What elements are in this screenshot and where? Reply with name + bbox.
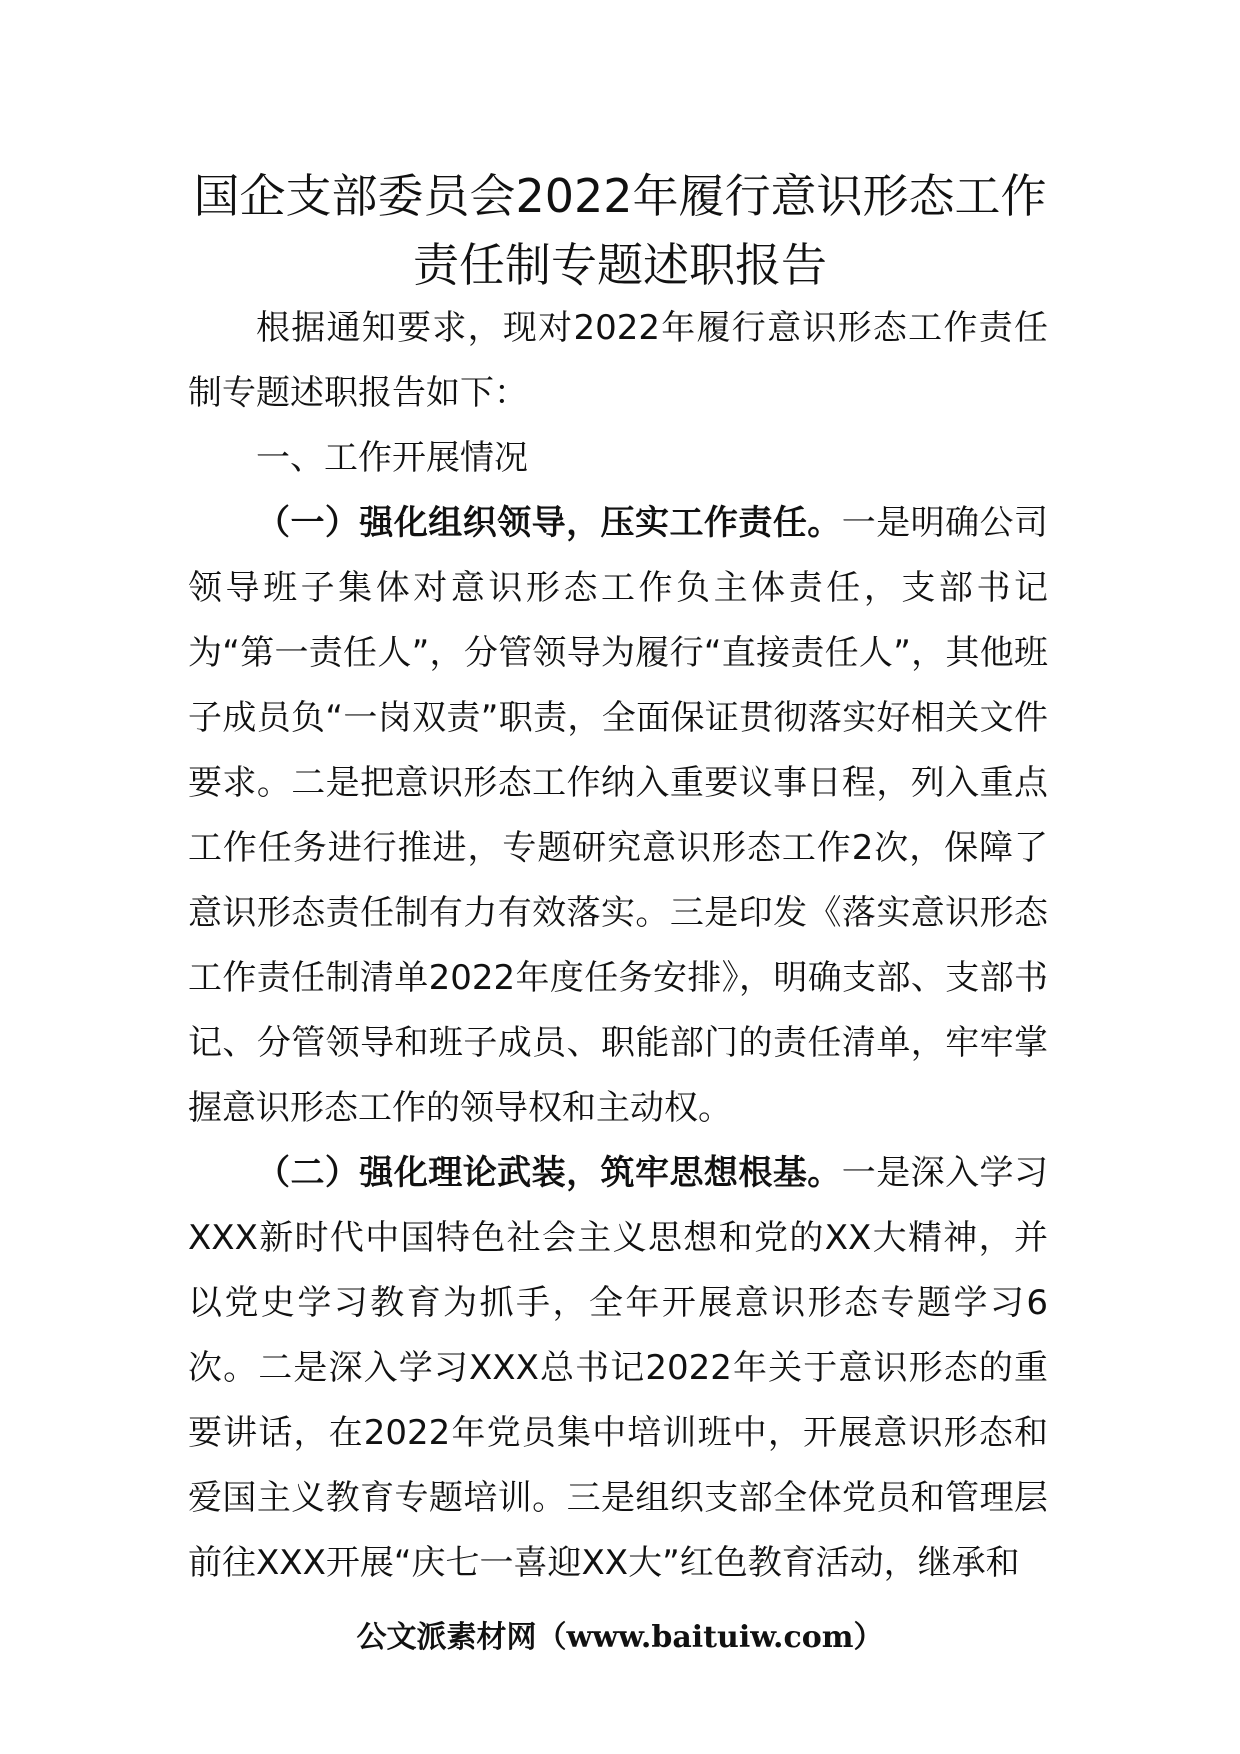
title-line-2: 责任制专题述职报告	[413, 238, 827, 292]
title-line-1: 国企支部委员会2022年履行意识形态工作	[193, 169, 1047, 223]
paragraph-2	[188, 1141, 1048, 1596]
paragraph-1-text: 一是明确公司领导班子集体对意识形态工作负主体责任，支部书记为“第一责任人”，分管领导为履行“直接责任人”，其他班子成员负“一岗双责”职责，全面保证贯彻落实好相关文件要求。二是把意识形态工作纳入重要议事日程，列入重点工作任务进行推进，专题研究意识形态工作2次，保障了意识形态责任制有力有效落实。三是印发《落实意识形态工作责任制清单2022年度任务安排》，明确支部、支部书记、分管领导和班子成员、职能部门的责任清单，牢牢掌握意识形态工作的领导权和主动权。	[188, 503, 1049, 1128]
paragraph-2-lead: （二）强化理论武装，筑牢思想根基。	[256, 1153, 842, 1193]
paragraph-1-lead: （一）强化组织领导，压实工作责任。	[256, 503, 842, 543]
document-body	[188, 296, 1048, 1596]
paragraph-2-text: 一是深入学习XXX新时代中国特色社会主义思想和党的XX大精神，并以党史学习教育为抓手，全年开展意识形态专题学习6次。二是深入学习XXX总书记2022年关于意识形态的重要讲话，在2022年党员集中培训班中，开展意识形态和爱国主义教育专题培训。三是组织支部全体党员和管理层前往XXX开展“庆七一喜迎XX大”红色教育活动，继承和	[188, 1153, 1049, 1583]
footer-watermark: 公文派素材网（www.baituiw.com）	[356, 1620, 884, 1655]
section-heading: 一、工作开展情况	[256, 438, 528, 478]
paragraph-1	[188, 491, 1048, 1141]
intro-paragraph: 根据通知要求，现对2022年履行意识形态工作责任制专题述职报告如下：	[188, 308, 1048, 413]
